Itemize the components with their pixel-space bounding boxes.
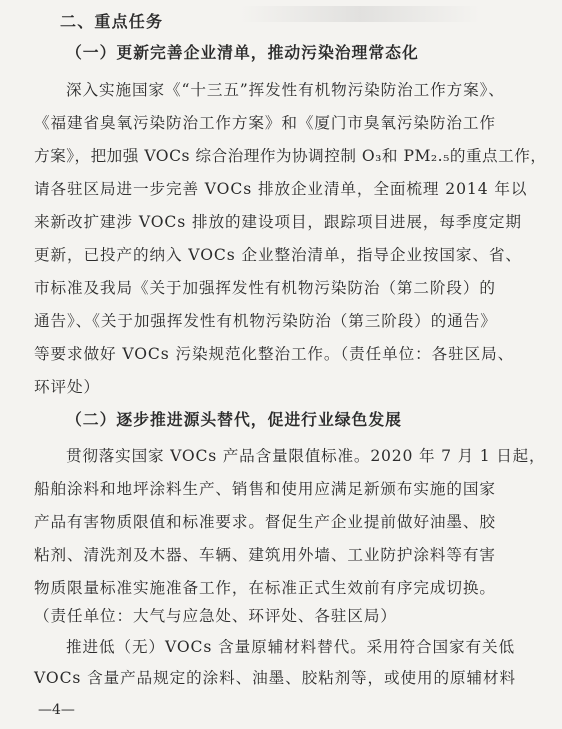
paragraph-line: 物质限量标准实施准备工作，在标准正式生效前有序完成切换。: [34, 579, 496, 597]
paragraph-line: 请各驻区局进一步完善 VOCs 排放企业清单，全面梳理 2014 年以: [34, 180, 528, 198]
paragraph-line: 推进低（无）VOCs 含量原辅材料替代。采用符合国家有关低: [66, 638, 516, 656]
subsection-heading-1: （一）更新完善企业清单，推动污染治理常态化: [66, 43, 419, 62]
paragraph-line: 环评处）: [34, 378, 100, 396]
section-heading: 二、重点任务: [60, 12, 164, 31]
paragraph-line: 《福建省臭氧污染防治工作方案》和《厦门市臭氧污染防治工作: [34, 114, 496, 132]
subsection-heading-2: （二）逐步推进源头替代，促进行业绿色发展: [66, 410, 402, 429]
paragraph-line: 粘剂、清洗剂及木器、车辆、建筑用外墙、工业防护涂料等有害: [34, 546, 496, 564]
paragraph-line: 更新，已投产的纳入 VOCs 企业整治清单，指导企业按国家、省、: [34, 246, 522, 264]
paragraph-line: 等要求做好 VOCs 污染规范化整治工作。（责任单位：各驻区局、: [34, 345, 515, 363]
bleed-through-mark: [240, 6, 480, 22]
paragraph-line: 市标准及我局《关于加强挥发性有机物污染防治（第二阶段）的: [34, 279, 496, 297]
paragraph-line: 深入实施国家《“十三五”挥发性有机物污染防治工作方案》、: [66, 81, 505, 99]
paragraph-line: 来新改扩建涉 VOCs 排放的建设项目，跟踪项目进展，每季度定期: [34, 213, 522, 231]
paragraph-line: 通告》、《关于加强挥发性有机物污染防治（第三阶段）的通告》: [34, 312, 497, 330]
paragraph-line: 方案》，把加强 VOCs 综合治理作为协调控制 O₃和 PM₂.₅的重点工作，: [34, 147, 547, 165]
paragraph-line: VOCs 含量产品规定的涂料、油墨、胶粘剂等，或使用的原辅材料: [34, 669, 516, 687]
paragraph-line: （责任单位：大气与应急处、环评处、各驻区局）: [34, 607, 397, 625]
paragraph-line: 船舶涂料和地坪涂料生产、销售和使用应满足新颁布实施的国家: [34, 480, 496, 498]
page-number: —4—: [38, 702, 75, 718]
paragraph-line: 产品有害物质限值和标准要求。督促生产企业提前做好油墨、胶: [34, 513, 496, 531]
paragraph-line: 贯彻落实国家 VOCs 产品含量限值标准。2020 年 7 月 1 日起，: [66, 447, 546, 465]
